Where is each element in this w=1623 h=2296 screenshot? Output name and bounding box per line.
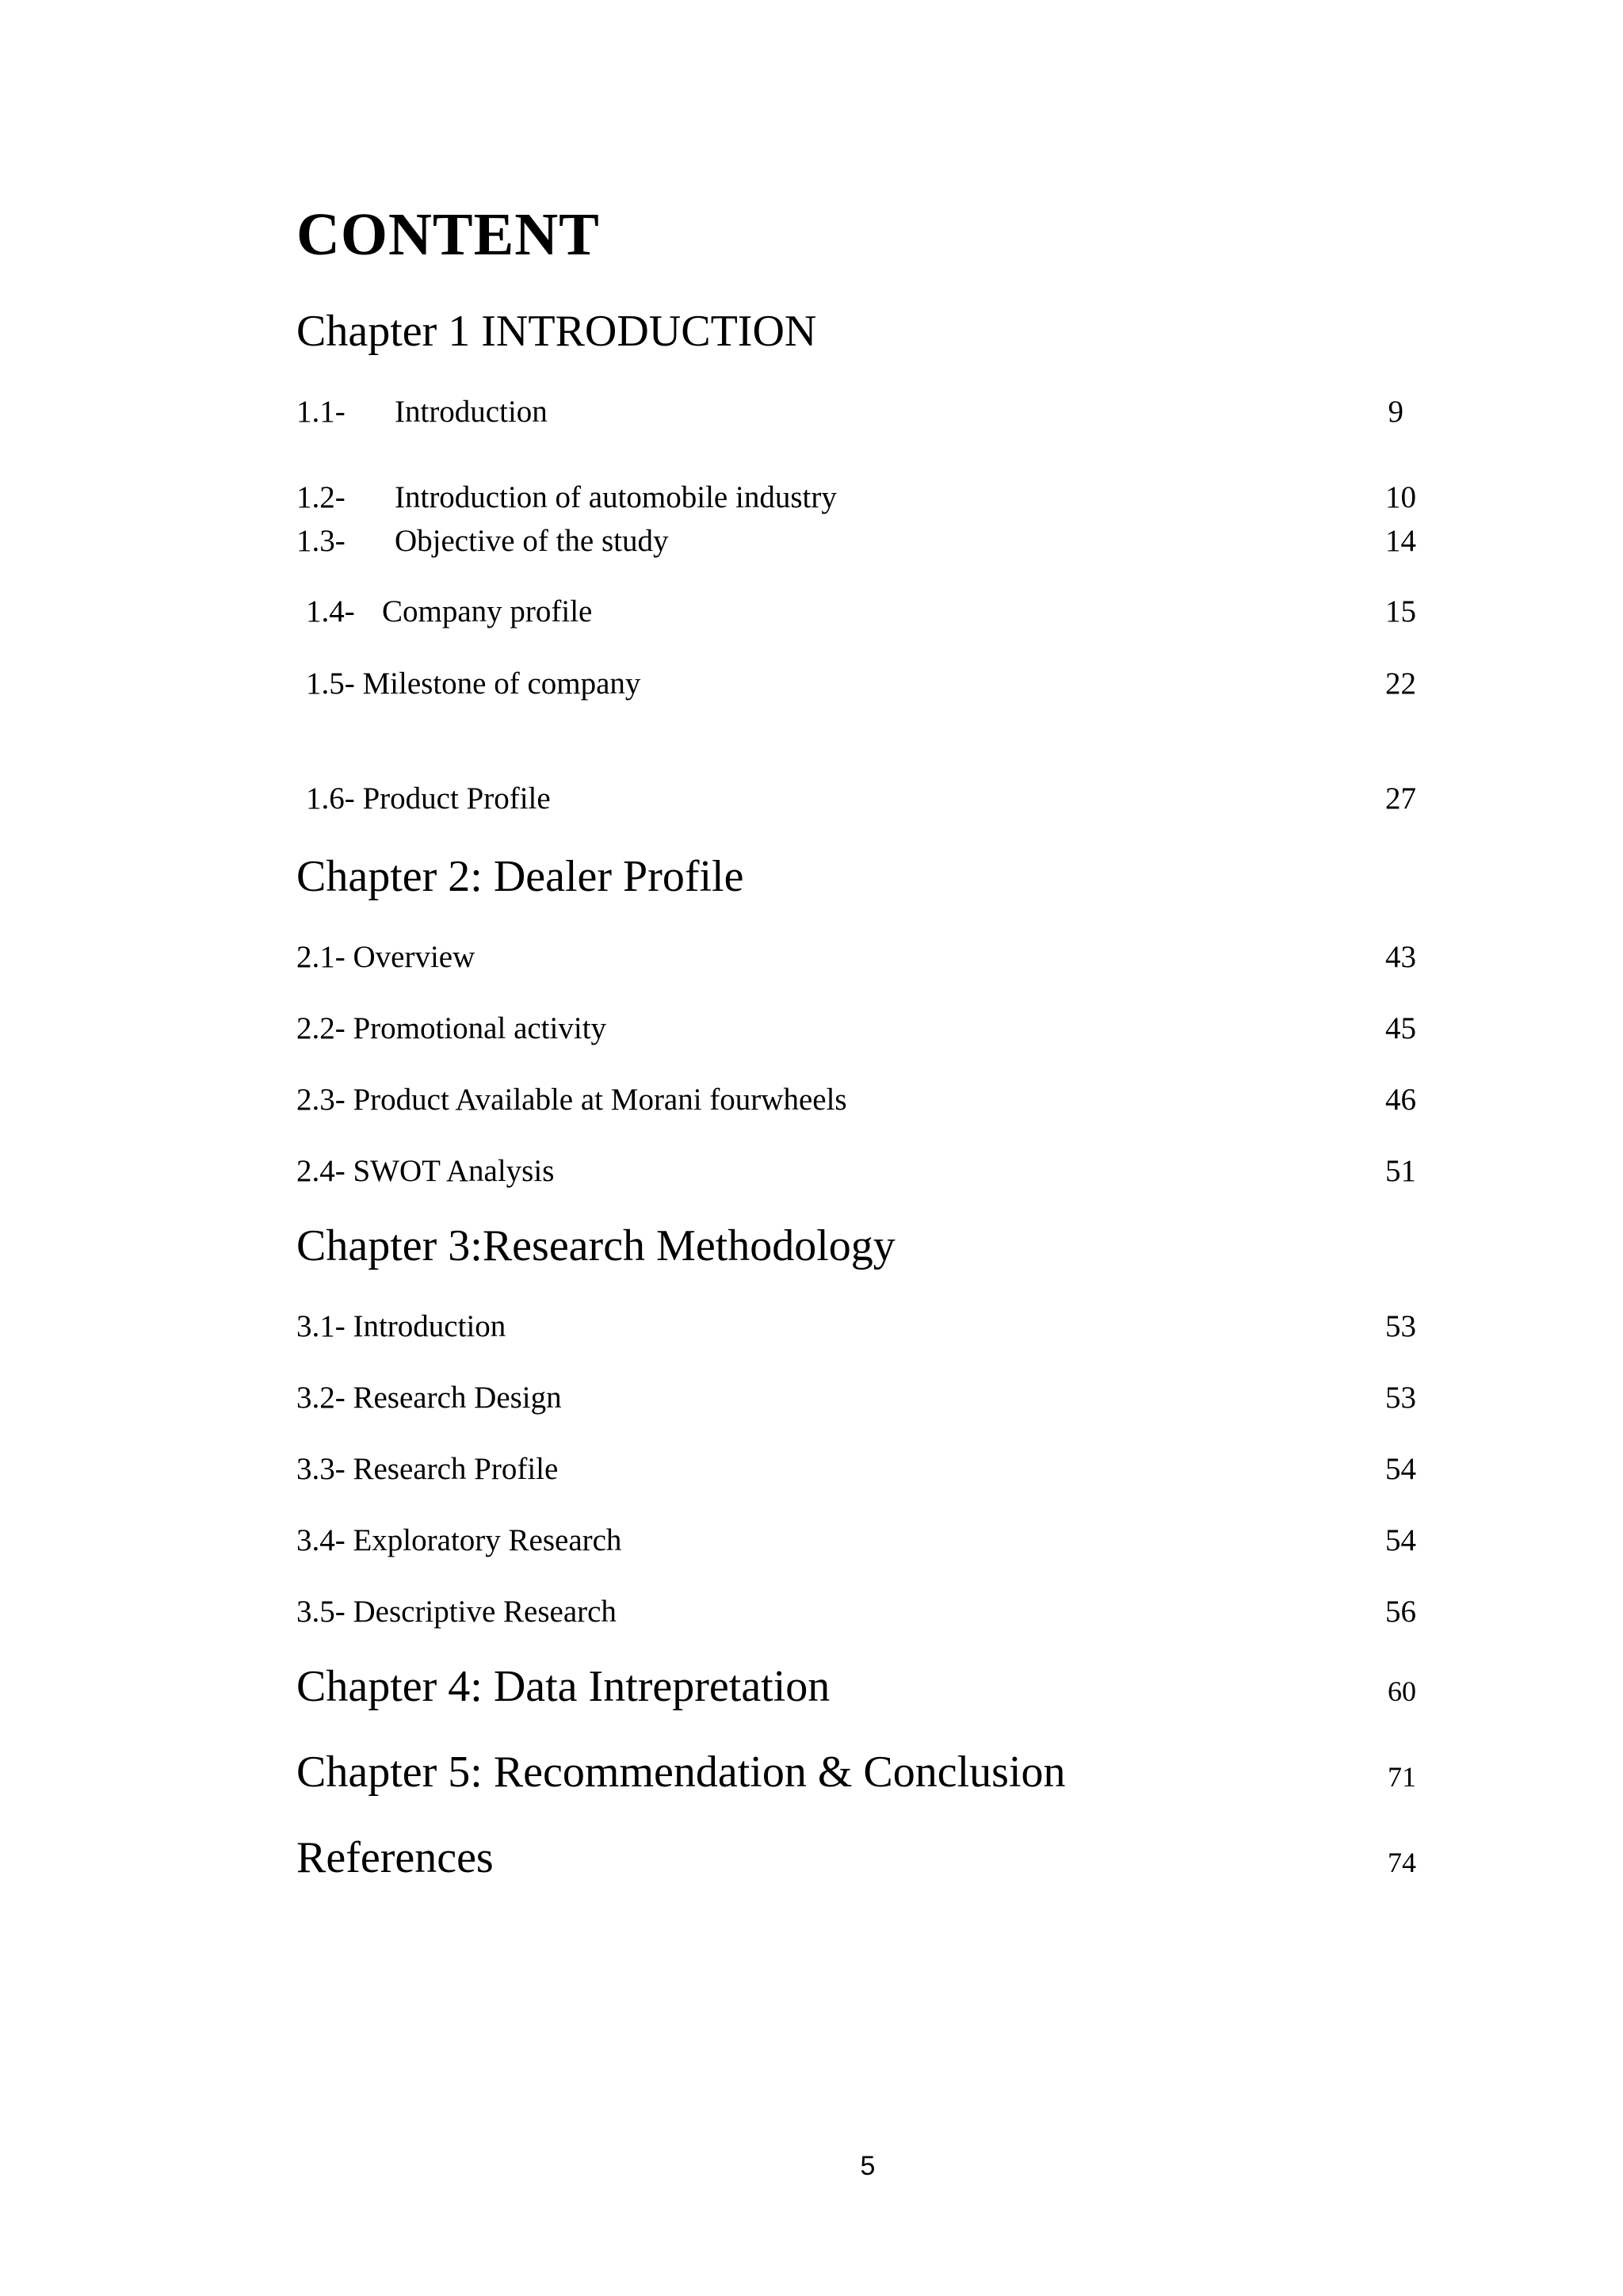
chapter-1-heading: Chapter 1 INTRODUCTION bbox=[296, 307, 817, 356]
toc-entry: 2.3- Product Available at Morani fourwheels bbox=[296, 1083, 847, 1117]
chapter-3-heading: Chapter 3:Research Methodology bbox=[296, 1221, 896, 1270]
chapter-4-heading: Chapter 4: Data Intrepretation bbox=[296, 1662, 831, 1711]
toc-entry-page: 43 bbox=[1385, 940, 1416, 974]
toc-entry-page: 53 bbox=[1385, 1309, 1416, 1343]
references-heading: References bbox=[296, 1833, 494, 1882]
chapter-5-heading: Chapter 5: Recommendation & Conclusion bbox=[296, 1748, 1066, 1797]
toc-entry: 2.2- Promotional activity bbox=[296, 1011, 607, 1045]
toc-entry-number: 1.2- bbox=[296, 480, 346, 514]
toc-entry: 3.4- Exploratory Research bbox=[296, 1523, 622, 1557]
toc-entry-label: Objective of the study bbox=[395, 524, 669, 558]
toc-entry-page: 71 bbox=[1388, 1761, 1416, 1793]
toc-entry-page: 45 bbox=[1385, 1011, 1416, 1045]
toc-entry: 2.4- SWOT Analysis bbox=[296, 1154, 555, 1188]
toc-entry-page: 53 bbox=[1385, 1381, 1416, 1415]
toc-entry-label: Company profile bbox=[382, 594, 593, 628]
toc-entry-page: 27 bbox=[1385, 781, 1416, 816]
toc-entry-page: 10 bbox=[1385, 480, 1416, 514]
toc-entry-page: 56 bbox=[1385, 1595, 1416, 1629]
toc-entry: 3.1- Introduction bbox=[296, 1309, 506, 1343]
toc-entry-page: 46 bbox=[1385, 1083, 1416, 1117]
toc-entry-number: 1.1- bbox=[296, 395, 346, 429]
toc-entry-label: Introduction bbox=[395, 395, 548, 429]
toc-entry: 3.5- Descriptive Research bbox=[296, 1595, 617, 1629]
toc-entry-page: 54 bbox=[1385, 1523, 1416, 1557]
toc-entry: 1.5- Milestone of company bbox=[306, 667, 641, 701]
toc-entry-number: 1.3- bbox=[296, 524, 346, 558]
toc-entry-page: 15 bbox=[1385, 594, 1416, 628]
toc-entry-page: 74 bbox=[1388, 1847, 1416, 1878]
toc-entry: 3.2- Research Design bbox=[296, 1381, 562, 1415]
toc-entry-page: 14 bbox=[1385, 524, 1416, 558]
toc-entry-label: Introduction of automobile industry bbox=[395, 480, 837, 514]
toc-entry: 3.3- Research Profile bbox=[296, 1452, 559, 1486]
toc-entry-page: 60 bbox=[1388, 1675, 1416, 1707]
toc-entry-page: 54 bbox=[1385, 1452, 1416, 1486]
toc-entry-page: 9 bbox=[1388, 395, 1403, 429]
chapter-2-heading: Chapter 2: Dealer Profile bbox=[296, 852, 744, 901]
toc-entry-number: 1.4- bbox=[306, 594, 355, 628]
page-number: 5 bbox=[860, 2151, 876, 2181]
toc-entry: 2.1- Overview bbox=[296, 940, 475, 974]
toc-entry-page: 51 bbox=[1385, 1154, 1416, 1188]
toc-entry: 1.6- Product Profile bbox=[306, 781, 551, 816]
toc-entry-page: 22 bbox=[1385, 667, 1416, 701]
page-title: CONTENT bbox=[296, 201, 600, 268]
